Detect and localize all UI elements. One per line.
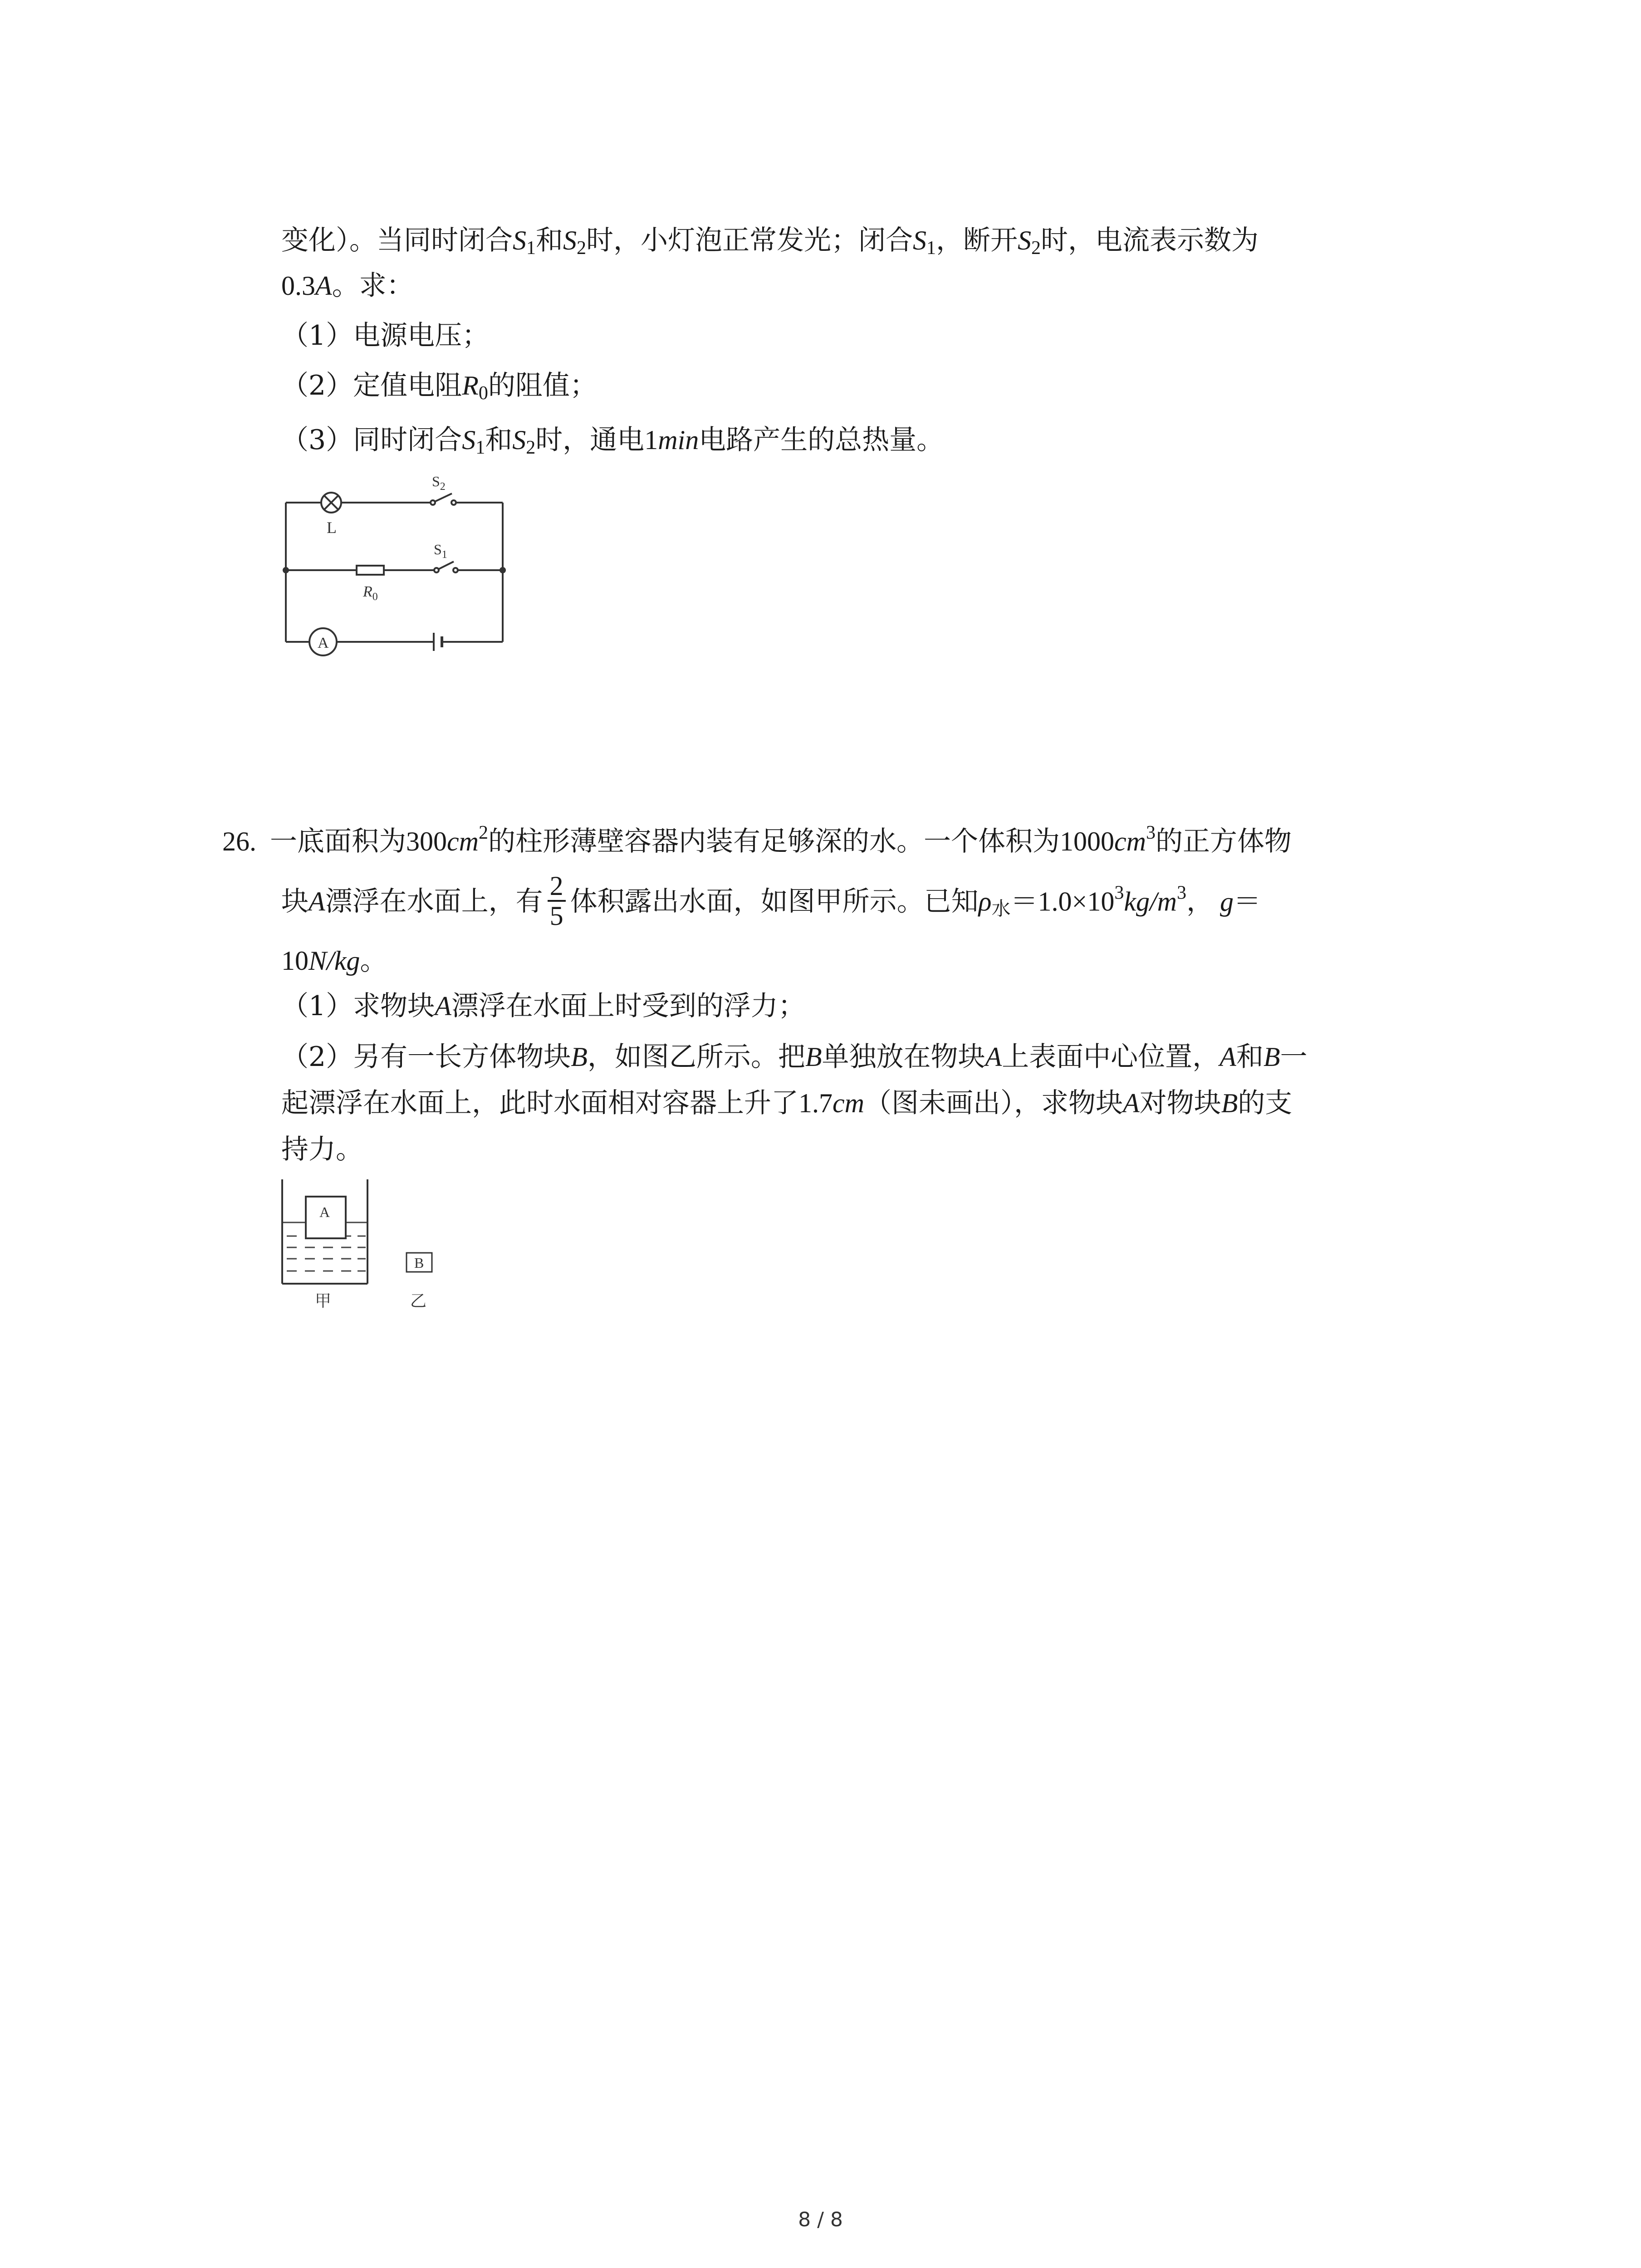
- page-number: 8 / 8: [798, 2208, 843, 2231]
- ammeter-icon: [309, 628, 337, 655]
- battery-icon: [434, 633, 442, 651]
- svg-text:A: A: [318, 635, 329, 651]
- junction-right: [500, 567, 506, 573]
- svg-text:B: B: [414, 1255, 424, 1271]
- lamp-icon: [321, 493, 341, 513]
- switch-s2-label: $S_2$: [432, 473, 446, 493]
- q26-sub2-line-2: 起漂浮在水面上，此时水面相对容器上升了1.7cm（图未画出），求物块A对物块B的支: [281, 1087, 1293, 1119]
- circuit-diagram: [272, 472, 526, 671]
- q26-line-1: 26. 一底面积为$300cm^2$的柱形薄壁容器内装有足够深的水。一个体积为$1000cm^3$的正方体物: [222, 822, 1292, 857]
- junction-left: [283, 567, 289, 573]
- lamp-label: L: [327, 518, 337, 537]
- buoyancy-figure: [277, 1175, 458, 1315]
- resistor-icon: [357, 566, 384, 575]
- switch-s1-icon: [434, 562, 458, 572]
- q25-line-1: 变化）。当同时闭合$S_1$和$S_2$时，小灯泡正常发光；闭合$S_1$，断开$S_2$时，电流表示数为: [281, 225, 1259, 259]
- fraction-two-fifths: $\frac{2}{5}$: [548, 872, 566, 930]
- question-number: 26.: [222, 826, 256, 856]
- switch-s2-icon: [431, 494, 456, 505]
- q25-sub3: （3）同时闭合$S_1$和$S_2$时，通电1min电路产生的总热量。: [281, 424, 944, 458]
- resistor-label: $R_0$: [363, 583, 378, 603]
- q26-line-3: 10N/kg。: [281, 945, 387, 977]
- q25-sub1: （1）电源电压；: [281, 320, 490, 352]
- q26-line-2: 块A漂浮在水面上，有 $\frac{2}{5}$ 体积露出水面，如图甲所示。已知$\rho_水=1.0\times 10^3kg/m^3$， g＝: [281, 871, 1261, 931]
- label-yi: 乙: [410, 1292, 427, 1310]
- q26-sub2-line-3: 持力。: [281, 1134, 363, 1165]
- q25-sub2: （2）定值电阻$R_0$的阻值；: [281, 370, 597, 404]
- q25-line-2: 0.3A。求：: [281, 270, 414, 302]
- q26-sub2-line-1: （2）另有一长方体物块B，如图乙所示。把B单独放在物块A上表面中心位置，A和B一: [281, 1041, 1308, 1073]
- block-b-icon: [407, 1253, 432, 1272]
- block-a-icon: [306, 1197, 346, 1238]
- q26-sub1: （1）求物块A漂浮在水面上时受到的浮力；: [281, 990, 805, 1022]
- label-jia: 甲: [315, 1292, 332, 1310]
- switch-s1-label: $S_1$: [434, 541, 447, 561]
- svg-text:A: A: [319, 1204, 330, 1220]
